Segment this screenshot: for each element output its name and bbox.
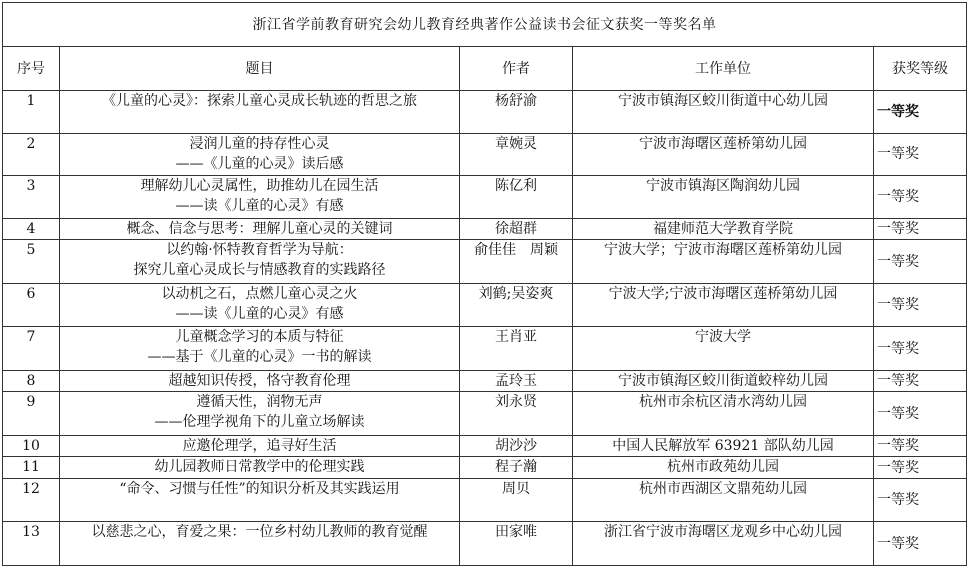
essay-title-line: ——读《儿童的心灵》有感 (175, 198, 344, 215)
table-row (3, 91, 967, 134)
author: 刘鹤;吴姿爽 (460, 283, 573, 327)
row-number: 12 (3, 478, 60, 522)
essay-title (60, 478, 460, 522)
award-level: 一等奖 (874, 176, 967, 219)
title-row (3, 3, 967, 47)
essay-title (60, 457, 460, 478)
award-level: 一等奖 (874, 522, 967, 566)
row-number: 1 (3, 91, 60, 134)
essay-title-line: ——《儿童的心灵》读后感 (175, 155, 344, 172)
essay-title-line: 浸润儿童的持存性心灵 (189, 135, 330, 152)
essay-title-line: ——基于《儿童的心灵》一书的解读 (147, 349, 372, 366)
row-number: 7 (3, 327, 60, 371)
award-level: 一等奖 (874, 478, 967, 522)
award-rows (3, 91, 967, 566)
essay-title-line: 以动机之石，点燃儿童心灵之火 (161, 285, 358, 302)
table-row (3, 327, 967, 371)
work-unit: 中国人民解放军 63921 部队幼儿园 (573, 436, 874, 457)
author: 田家唯 (460, 522, 573, 566)
author: 杨舒渝 (460, 91, 573, 134)
essay-title (60, 240, 460, 284)
table-row (3, 522, 967, 566)
table-row (3, 436, 967, 457)
author: 刘永贤 (460, 392, 573, 436)
row-number: 5 (3, 240, 60, 284)
table-row (3, 218, 967, 239)
award-level: 一等奖 (874, 392, 967, 436)
essay-title-line: ——伦理学视角下的儿童立场解读 (154, 414, 365, 431)
award-level: 一等奖 (874, 436, 967, 457)
essay-title-line: “命令、习惯与任性”的知识分析及其实践运用 (119, 480, 400, 497)
essay-title-line: 《儿童的心灵》：探索儿童心灵成长轨迹的哲思之旅 (102, 93, 417, 109)
essay-title-line: 超越知识传授，恪守教育伦理 (168, 373, 351, 390)
essay-title-line: 以慈悲之心，育爱之果：一位乡村幼儿教师的教育觉醒 (91, 524, 428, 541)
table-row (3, 176, 967, 219)
row-number: 9 (3, 392, 60, 436)
work-unit: 宁波大学 (573, 327, 874, 371)
award-level: 一等奖 (874, 283, 967, 327)
essay-title (60, 522, 460, 566)
author: 王肖亚 (460, 327, 573, 371)
essay-title-line: 以约翰·怀特教育哲学为导航： (166, 242, 353, 259)
work-unit: 宁波市镇海区蛟川街道中心幼儿园 (573, 91, 874, 134)
essay-title (60, 392, 460, 436)
work-unit: 杭州市政苑幼儿园 (573, 457, 874, 478)
row-number: 4 (3, 218, 60, 239)
header-title: 题目 (60, 47, 460, 91)
author: 胡沙沙 (460, 436, 573, 457)
row-number: 2 (3, 133, 60, 176)
essay-title (60, 327, 460, 371)
row-number: 6 (3, 283, 60, 327)
award-level: 一等奖 (874, 240, 967, 284)
essay-title-line: 遵循天性，润物无声 (196, 394, 323, 411)
header-level: 获奖等级 (874, 47, 967, 91)
work-unit: 杭州市西湖区文鼎苑幼儿园 (573, 478, 874, 522)
award-level: 一等奖 (874, 457, 967, 478)
essay-title-line: 儿童概念学习的本质与特征 (175, 329, 344, 346)
essay-title-line: 应邀伦理学，追寻好生活 (182, 438, 337, 455)
document-title: 浙江省学前教育研究会幼儿教育经典著作公益读书会征文获奖一等奖名单 (3, 3, 967, 47)
essay-title-line: 探究儿童心灵成长与情感教育的实践路径 (133, 262, 386, 279)
essay-title-line: ——读《儿童的心灵》有感 (175, 305, 344, 322)
work-unit: 福建师范大学教育学院 (573, 218, 874, 239)
essay-title (60, 218, 460, 239)
award-level: 一等奖 (874, 218, 967, 239)
author: 章婉灵 (460, 133, 573, 176)
essay-title (60, 283, 460, 327)
award-level: 一等奖 (874, 371, 967, 392)
table-row (3, 457, 967, 478)
table-row (3, 478, 967, 522)
row-number: 3 (3, 176, 60, 219)
author: 孟玲玉 (460, 371, 573, 392)
table-row (3, 392, 967, 436)
author: 陈亿利 (460, 176, 573, 219)
award-level: 一等奖 (874, 327, 967, 371)
row-number: 11 (3, 457, 60, 478)
award-level: 一等奖 (874, 133, 967, 176)
header-row (3, 47, 967, 91)
essay-title (60, 436, 460, 457)
work-unit: 宁波大学；宁波市海曙区莲桥第幼儿园 (573, 240, 874, 284)
header-no: 序号 (3, 47, 60, 91)
author: 周贝 (460, 478, 573, 522)
essay-title (60, 91, 460, 134)
essay-title (60, 176, 460, 219)
work-unit: 宁波市镇海区蛟川街道蛟梓幼儿园 (573, 371, 874, 392)
header-unit: 工作单位 (573, 47, 874, 91)
table-row (3, 283, 967, 327)
author: 俞佳佳 周颖 (460, 240, 573, 284)
row-number: 13 (3, 522, 60, 566)
essay-title (60, 371, 460, 392)
row-number: 10 (3, 436, 60, 457)
essay-title-line: 概念、信念与思考：理解儿童心灵的关键词 (126, 220, 393, 237)
work-unit: 浙江省宁波市海曙区龙观乡中心幼儿园 (573, 522, 874, 566)
author: 徐超群 (460, 218, 573, 239)
table-row (3, 371, 967, 392)
essay-title (60, 133, 460, 176)
work-unit: 宁波大学;宁波市海曙区莲桥第幼儿园 (573, 283, 874, 327)
essay-title-line: 幼儿园教师日常教学中的伦理实践 (154, 459, 365, 476)
essay-title-line: 理解幼儿心灵属性，助推幼儿在园生活 (140, 178, 379, 195)
row-number: 8 (3, 371, 60, 392)
table-row (3, 133, 967, 176)
header-author: 作者 (460, 47, 573, 91)
work-unit: 杭州市余杭区清水湾幼儿园 (573, 392, 874, 436)
author: 程子瀚 (460, 457, 573, 478)
award-table (2, 2, 967, 566)
work-unit: 宁波市海曙区莲桥第幼儿园 (573, 133, 874, 176)
award-level: 一等奖 (874, 91, 967, 134)
table-row (3, 240, 967, 284)
work-unit: 宁波市镇海区陶润幼儿园 (573, 176, 874, 219)
